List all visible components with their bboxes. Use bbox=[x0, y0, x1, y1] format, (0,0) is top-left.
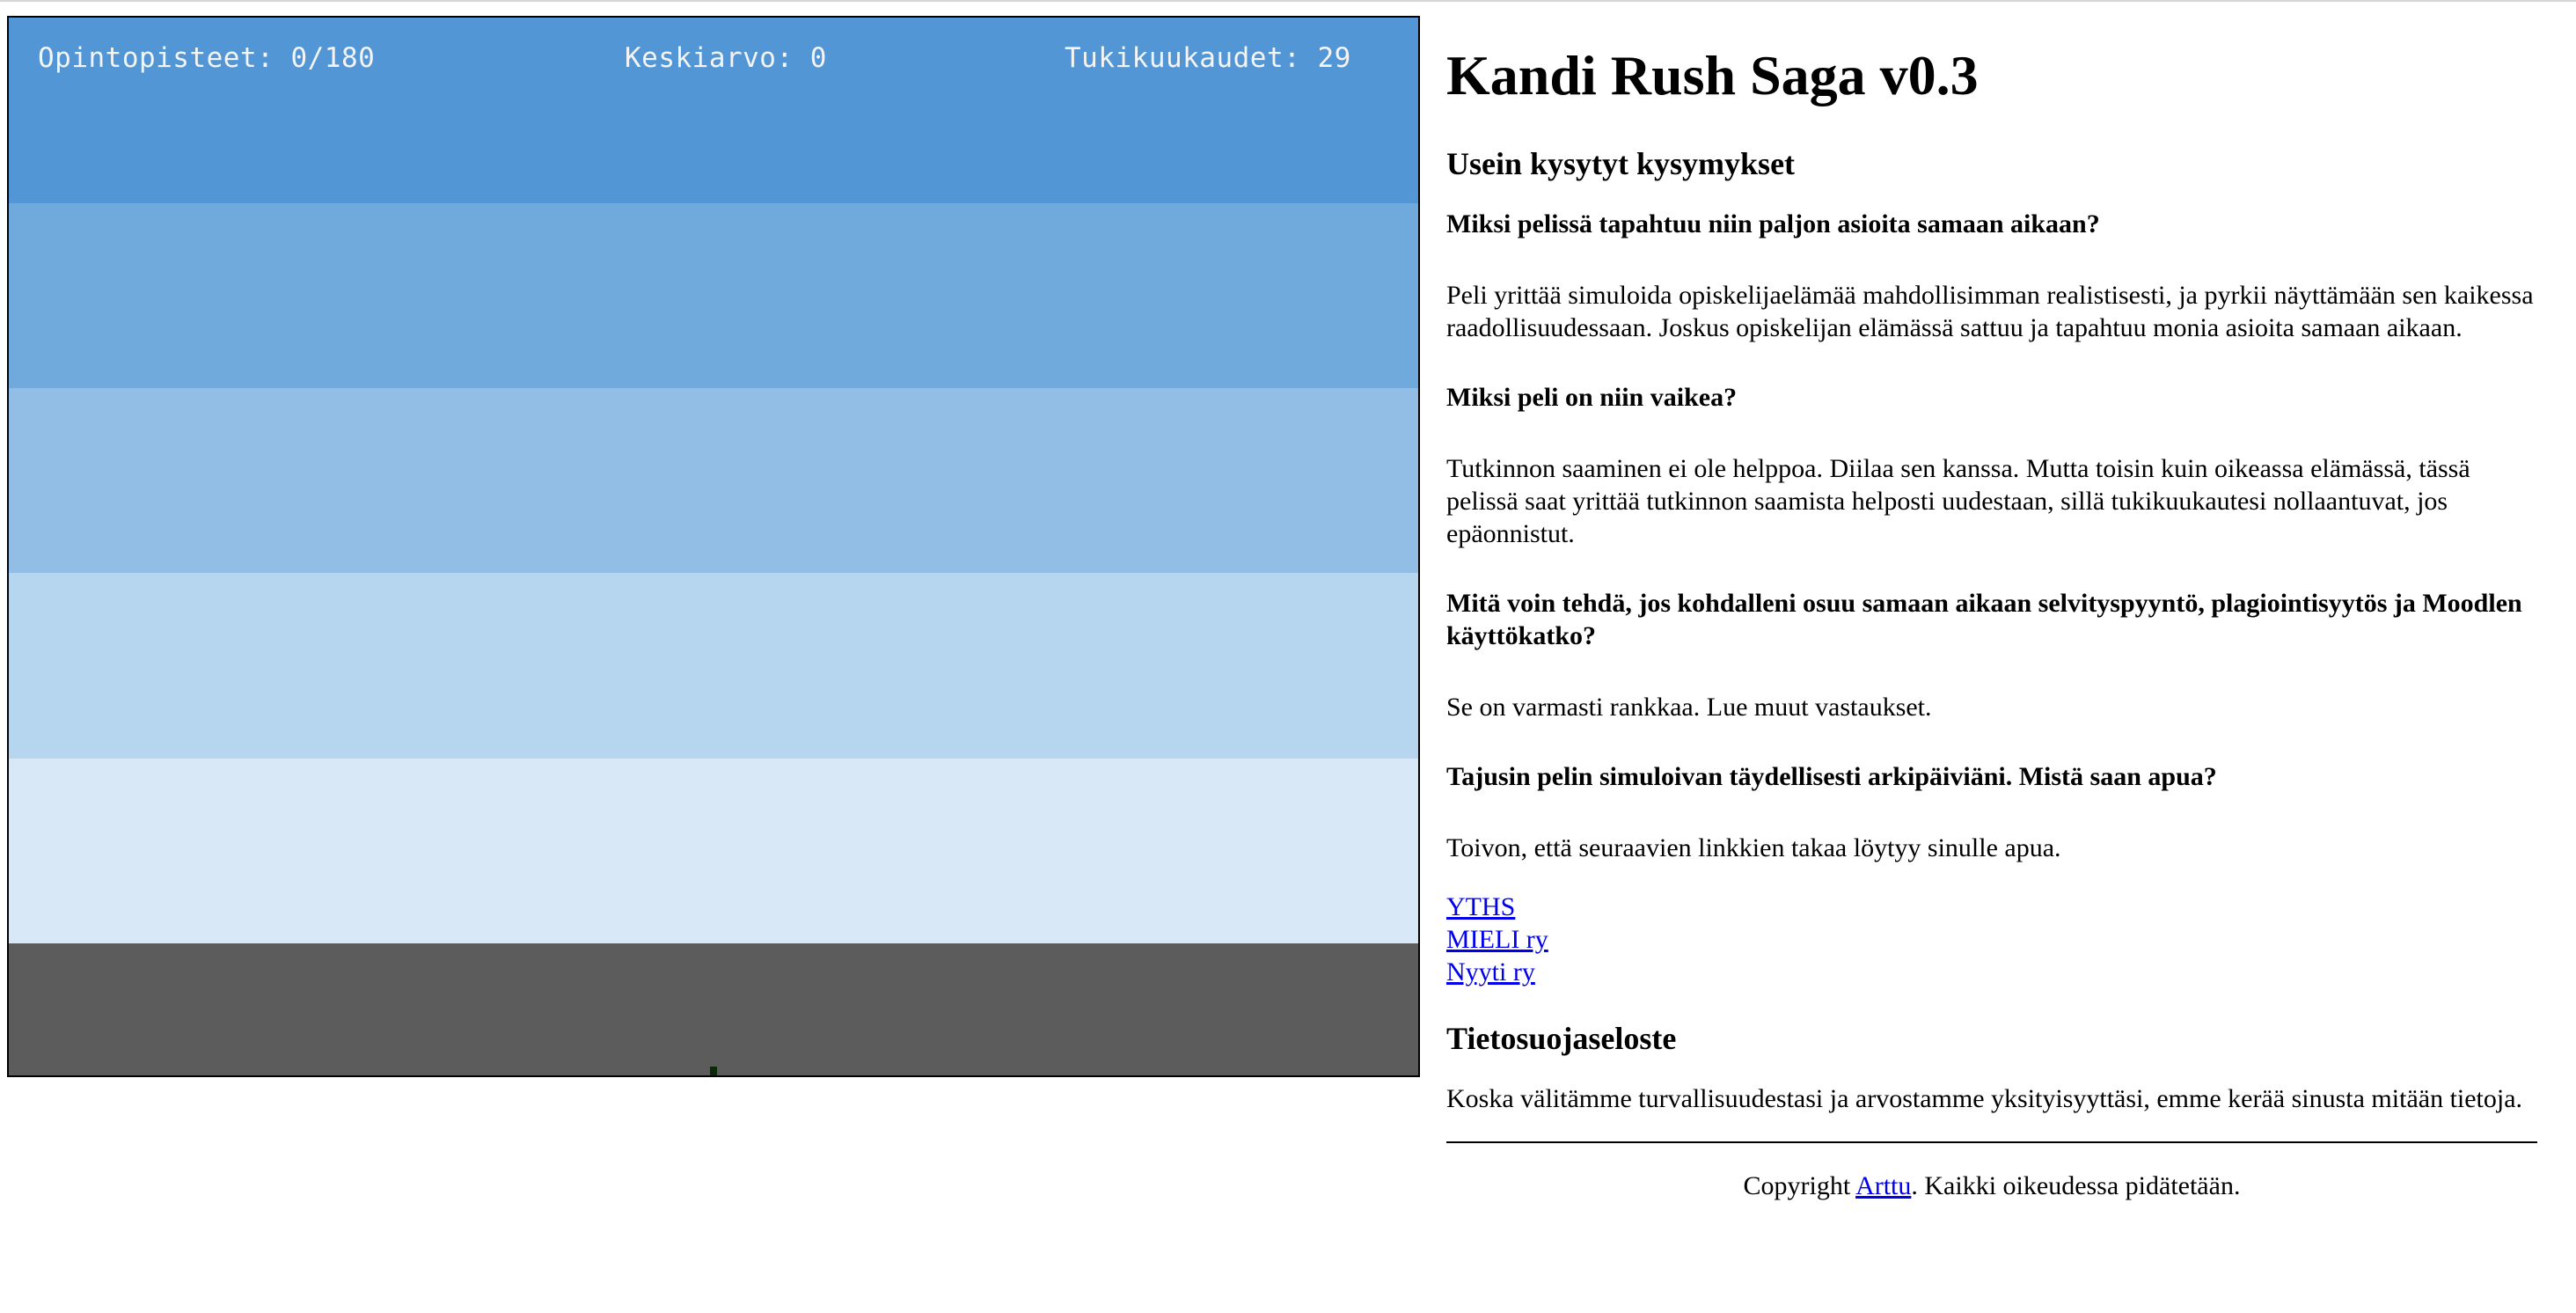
top-border bbox=[0, 0, 2576, 2]
player-sprite bbox=[710, 1067, 717, 1075]
footer-suffix: . Kaikki oikeudessa pidätetään. bbox=[1911, 1171, 2241, 1201]
hud-gpa: Keskiarvo: 0 bbox=[625, 42, 827, 74]
link-yths[interactable]: YTHS bbox=[1446, 891, 1516, 921]
page-title: Kandi Rush Saga v0.3 bbox=[1446, 44, 1979, 106]
lane-5 bbox=[9, 759, 1418, 943]
faq-answer-1: Peli yrittää simuloida opiskelijaelämää mahdollisimman realistisesti, ja pyrkii näyttämään sen kaikessa raadollisuudessaan. Joskus opiskelijan elämässä sattuu ja tapahtuu monia asioita samaan aikaan. bbox=[1446, 280, 2534, 342]
faq-question-3: Mitä voin tehdä, jos kohdalleni osuu samaan aikaan selvityspyyntö, plagiointisyytös ja Moodlen käyttökatko? bbox=[1446, 588, 2522, 650]
help-links bbox=[1446, 891, 2537, 988]
ground bbox=[9, 943, 1418, 1075]
privacy-text: Koska välitämme turvallisuudestasi ja arvostamme yksityisyyttäsi, emme kerää sinusta mitään tietoja. bbox=[1446, 1084, 2523, 1114]
faq-heading: Usein kysytyt kysymykset bbox=[1446, 145, 1796, 181]
lane-4 bbox=[9, 573, 1418, 759]
footer-prefix: Copyright bbox=[1743, 1171, 1856, 1201]
faq-question-1: Miksi pelissä tapahtuu niin paljon asioita samaan aikaan? bbox=[1446, 209, 2100, 238]
lane-3 bbox=[9, 388, 1418, 573]
link-nyyti[interactable]: Nyyti ry bbox=[1446, 957, 1535, 987]
lane-2 bbox=[9, 203, 1418, 388]
faq-answer-4: Toivon, että seuraavien linkkien takaa löytyy sinulle apua. bbox=[1446, 833, 2061, 862]
author-link[interactable]: Arttu bbox=[1855, 1171, 1912, 1201]
hud-support-months: Tukikuukaudet: 29 bbox=[1065, 42, 1351, 74]
faq-answer-3: Se on varmasti rankkaa. Lue muut vastaukset. bbox=[1446, 692, 1932, 722]
footer bbox=[1446, 1170, 2537, 1202]
faq-question-4: Tajusin pelin simuloivan täydellisesti arkipäiviäni. Mistä saan apua? bbox=[1446, 761, 2217, 791]
game-canvas[interactable] bbox=[7, 16, 1420, 1077]
info-panel bbox=[1446, 42, 2537, 1202]
privacy-heading: Tietosuojaseloste bbox=[1446, 1020, 1677, 1056]
link-mieli[interactable]: MIELI ry bbox=[1446, 924, 1548, 954]
footer-divider bbox=[1446, 1141, 2537, 1143]
faq-answer-2: Tutkinnon saaminen ei ole helppoa. Diilaa sen kanssa. Mutta toisin kuin oikeassa elämässä, tässä pelissä saat yrittää tutkinnon saamista helposti uudestaan, sillä tukikuukautesi nollaantuvat, jos epäonnistut. bbox=[1446, 453, 2470, 548]
hud-credits: Opintopisteet: 0/180 bbox=[38, 42, 376, 74]
faq-question-2: Miksi peli on niin vaikea? bbox=[1446, 382, 1738, 412]
